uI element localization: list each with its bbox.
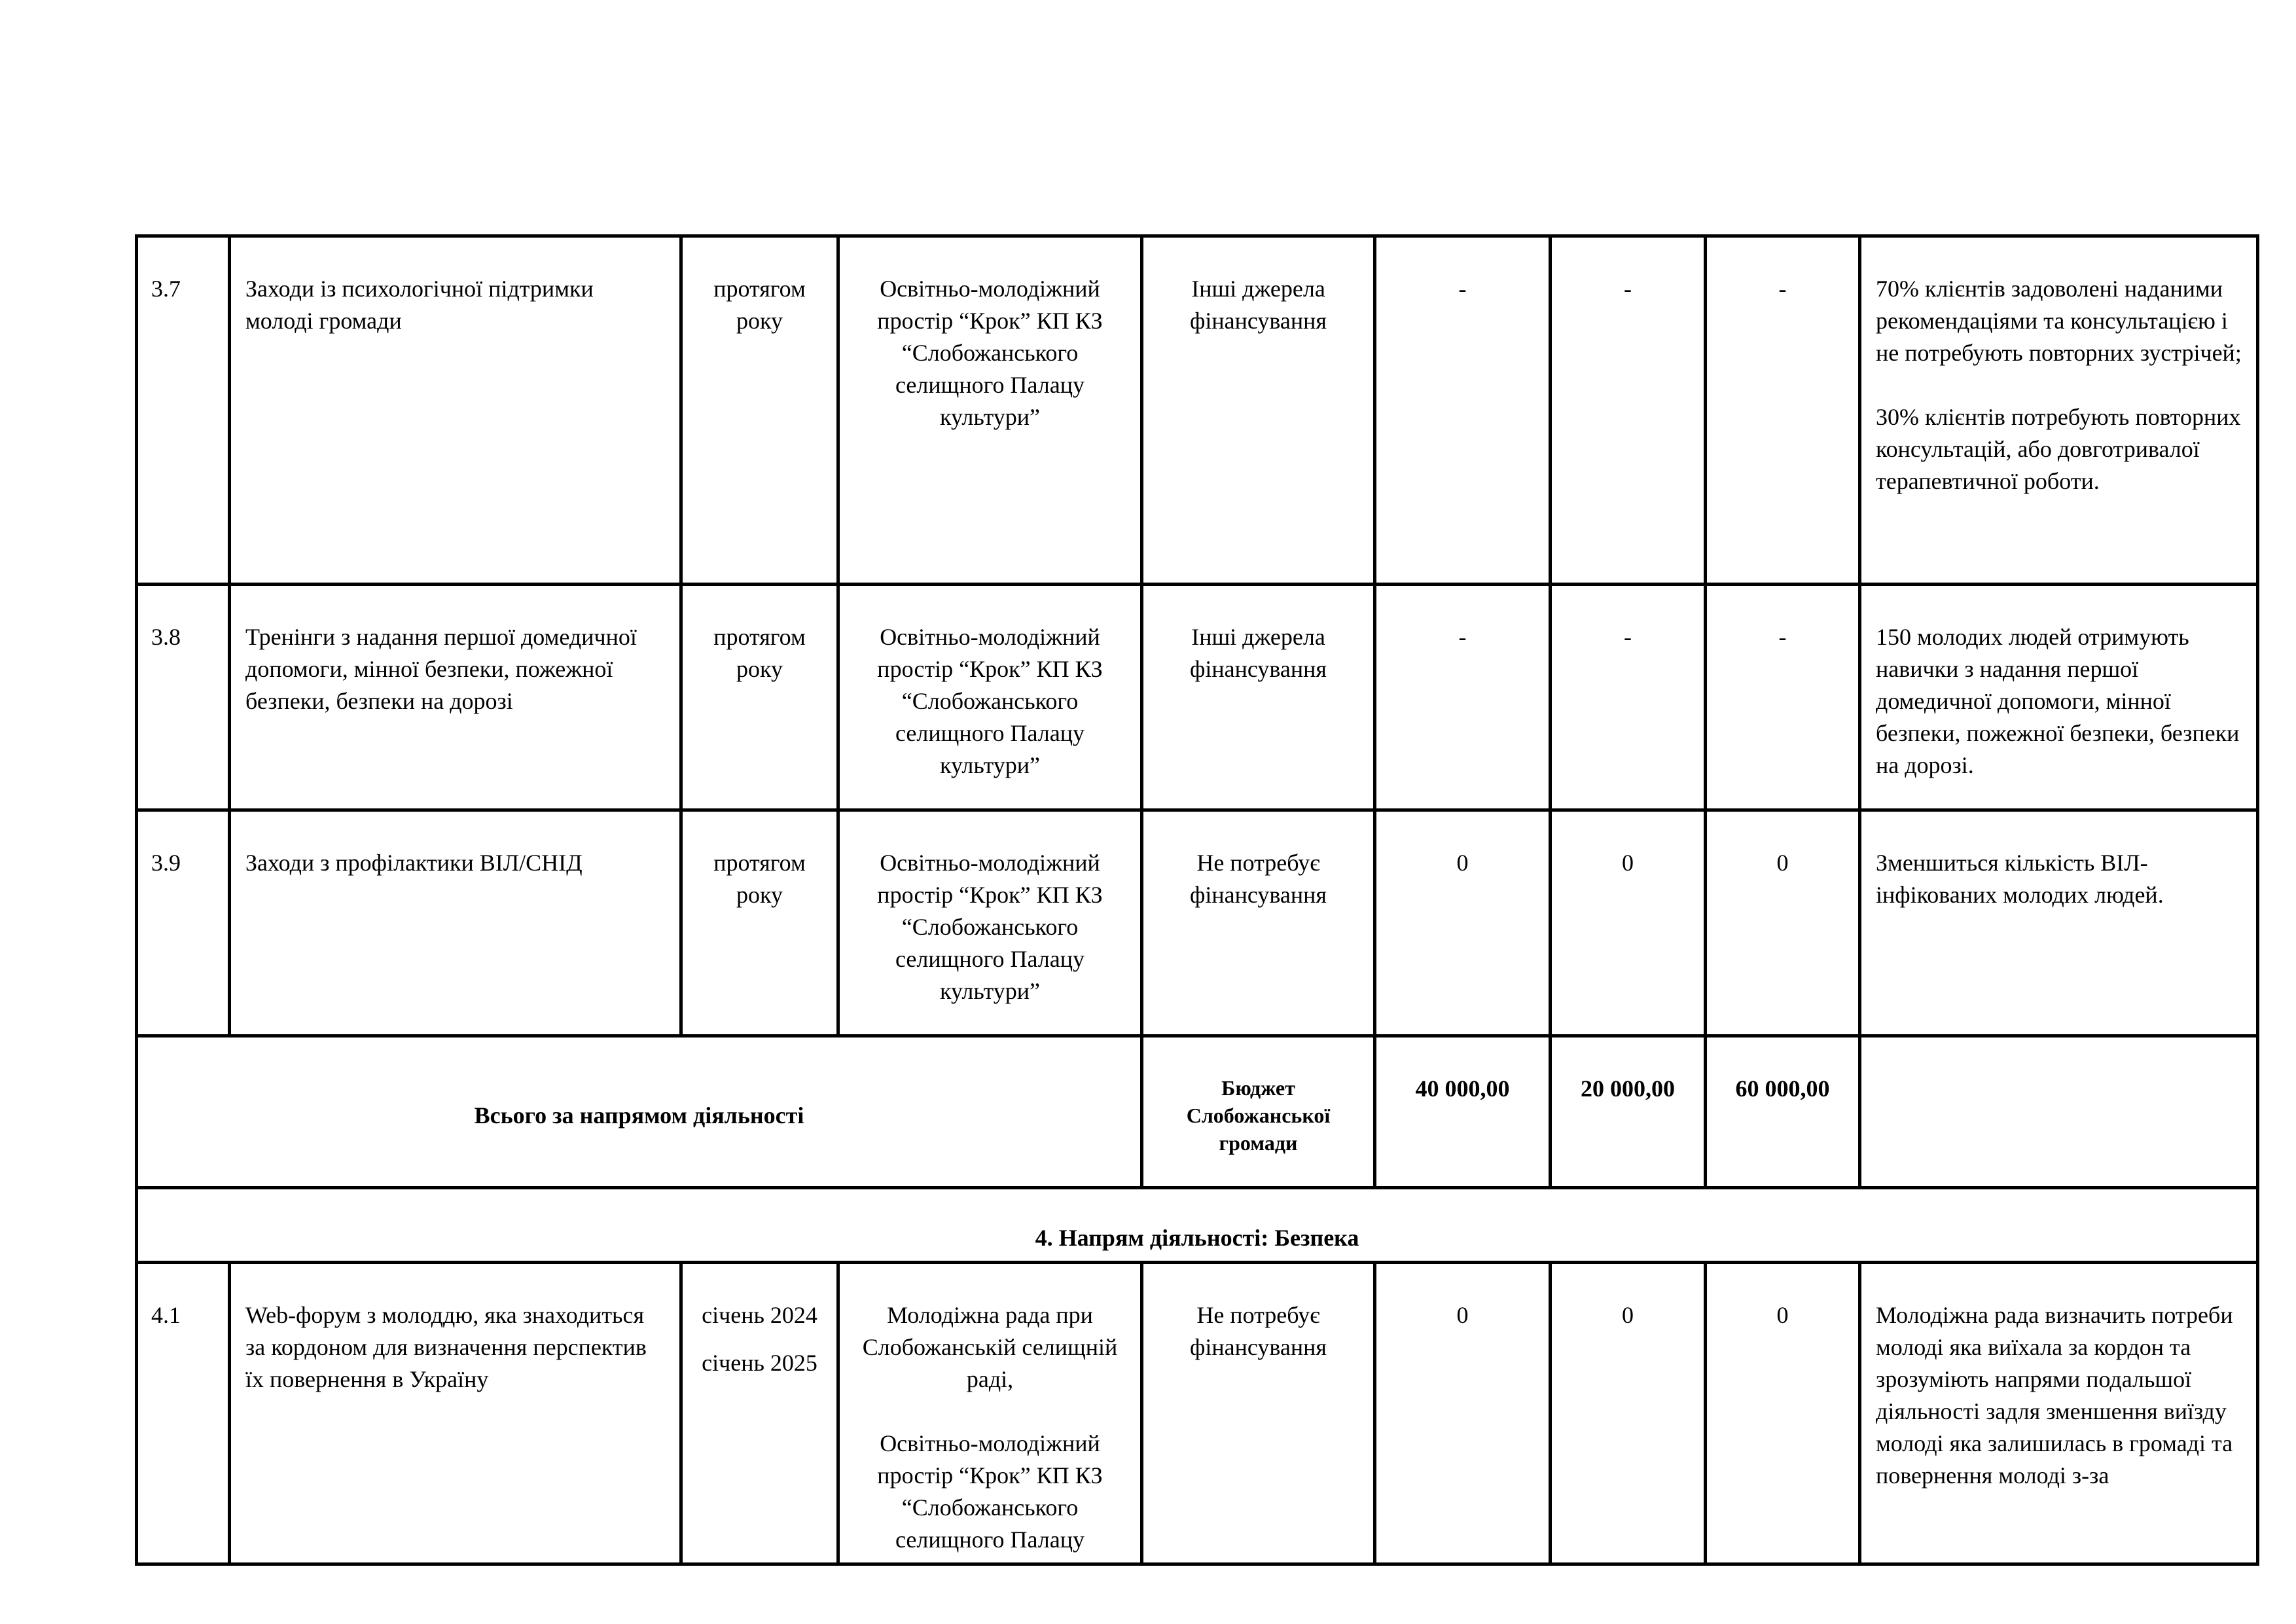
table-row [137, 810, 2258, 1036]
table-row [137, 585, 2258, 810]
action-plan-table [135, 234, 2259, 1566]
amount-total: - [1706, 585, 1860, 810]
totals-result-empty [1860, 1036, 2258, 1188]
section-title: 4. Напрям діяльності: Безпека [137, 1188, 2258, 1263]
amount-2025: 0 [1551, 1263, 1706, 1564]
funding-source: Не потребує фінансування [1142, 810, 1375, 1036]
expected-result: Молодіжна рада визначить потреби молоді яка виїхала за кордон та зрозуміють напрями подальшої діяльності задля зменшення виїзду молоді яка залишилась в громаді та повернення молоді з-за [1860, 1263, 2258, 1564]
event-term: протягом року [681, 236, 838, 585]
amount-2024: 0 [1375, 1263, 1551, 1564]
amount-2025: - [1551, 585, 1706, 810]
event-name: Web-форум з молоддю, яка знаходиться за кордоном для визначення перспектив їх повернення в Україну [230, 1263, 681, 1564]
executor-paragraph: Молодіжна рада при Слобожанській селищній раді, [862, 1302, 1118, 1392]
row-number: 3.8 [137, 585, 230, 810]
event-term: протягом року [681, 810, 838, 1036]
event-executor: Освітньо-молодіжний простір “Крок” КП КЗ “Слобожанського селищного Палацу культури” [838, 236, 1142, 585]
amount-2025: 0 [1551, 810, 1706, 1036]
totals-amount-2025: 20 000,00 [1551, 1036, 1706, 1188]
row-number: 3.7 [137, 236, 230, 585]
event-name: Заходи із психологічної підтримки молоді громади [230, 236, 681, 585]
amount-2025: - [1551, 236, 1706, 585]
table-row [137, 236, 2258, 585]
event-executor: Освітньо-молодіжний простір “Крок” КП КЗ “Слобожанського селищного Палацу культури” [838, 585, 1142, 810]
row-number: 3.9 [137, 810, 230, 1036]
event-executor: Освітньо-молодіжний простір “Крок” КП КЗ “Слобожанського селищного Палацу культури” [838, 810, 1142, 1036]
section-row [137, 1188, 2258, 1263]
expected-result: Зменшиться кількість ВІЛ-інфікованих молодих людей. [1860, 810, 2258, 1036]
result-paragraph: 30% клієнтів потребують повторних консультацій, або довготривалої терапевтичної роботи. [1876, 404, 2241, 494]
amount-2024: - [1375, 236, 1551, 585]
funding-source: Інші джерела фінансування [1142, 236, 1375, 585]
amount-2024: 0 [1375, 810, 1551, 1036]
expected-result: 150 молодих людей отримують навички з надання першої домедичної допомоги, мінної безпеки, пожежної безпеки, безпеки на дорозі. [1860, 585, 2258, 810]
totals-label: Всього за напрямом діяльності [137, 1036, 1142, 1188]
term-line: січень 2024 [702, 1302, 817, 1328]
amount-total: 0 [1706, 810, 1860, 1036]
row-number: 4.1 [137, 1263, 230, 1564]
funding-source: Не потребує фінансування [1142, 1263, 1375, 1564]
totals-amount-total: 60 000,00 [1706, 1036, 1860, 1188]
expected-result [1860, 236, 2258, 585]
totals-amount-2024: 40 000,00 [1375, 1036, 1551, 1188]
term-line: січень 2025 [702, 1350, 817, 1376]
totals-row [137, 1036, 2258, 1188]
executor-paragraph: Освітньо-молодіжний простір “Крок” КП КЗ “Слобожанського селищного Палацу [877, 1430, 1103, 1553]
event-name: Заходи з профілактики ВІЛ/СНІД [230, 810, 681, 1036]
event-name: Тренінги з надання першої домедичної допомоги, мінної безпеки, пожежної безпеки, безпеки на дорозі [230, 585, 681, 810]
event-term [681, 1263, 838, 1564]
amount-total: 0 [1706, 1263, 1860, 1564]
event-executor [838, 1263, 1142, 1564]
funding-source: Інші джерела фінансування [1142, 585, 1375, 810]
result-paragraph: 70% клієнтів задоволені наданими рекомендаціями та консультацією і не потребують повторних зустрічей; [1876, 276, 2242, 366]
amount-2024: - [1375, 585, 1551, 810]
amount-total: - [1706, 236, 1860, 585]
totals-funding-source: Бюджет Слобожанської громади [1142, 1036, 1375, 1188]
table-row [137, 1263, 2258, 1564]
event-term: протягом року [681, 585, 838, 810]
